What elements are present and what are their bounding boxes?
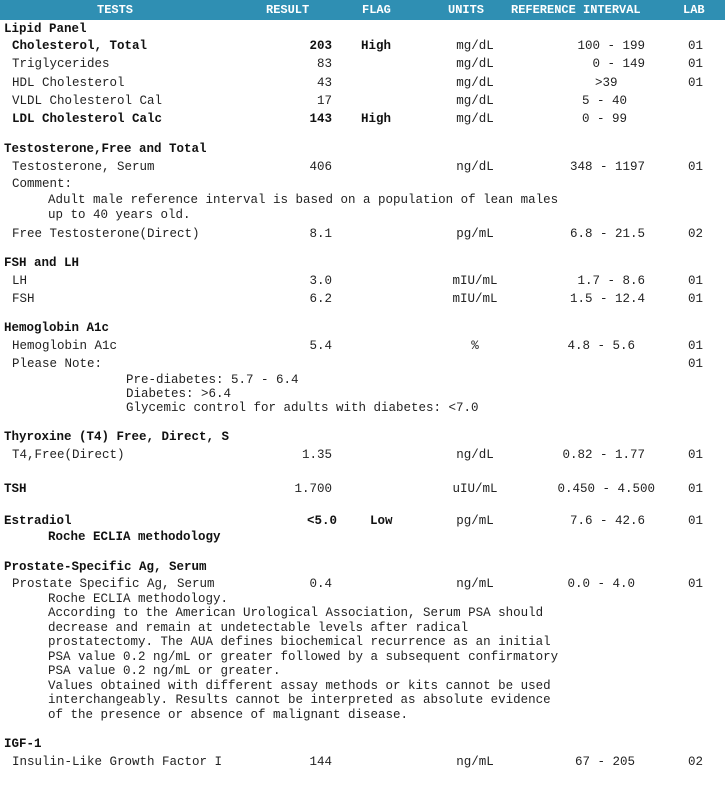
result-value: 143 xyxy=(309,112,332,126)
result-value: 0.4 xyxy=(309,577,332,591)
section-title: Testosterone,Free and Total xyxy=(4,142,207,156)
reference-interval: 4.8 - 5.6 xyxy=(567,339,635,353)
comment-text: decrease and remain at undetectable levels after radical xyxy=(48,621,469,635)
result-value: 1.35 xyxy=(301,448,332,462)
reference-interval: 5 - 40 xyxy=(581,94,627,108)
test-name: Insulin-Like Growth Factor I xyxy=(12,755,223,769)
header-reference-interval: REFERENCE INTERVAL xyxy=(511,3,641,17)
method-note: Roche ECLIA methodology xyxy=(48,530,221,544)
result-value: 1.700 xyxy=(294,482,332,496)
test-name: Free Testosterone(Direct) xyxy=(12,227,200,241)
reference-interval: 6.8 - 21.5 xyxy=(569,227,645,241)
column-header-bar xyxy=(0,0,725,20)
section-title: FSH and LH xyxy=(4,256,80,270)
lab-code: 01 xyxy=(688,274,704,288)
section-title: TSH xyxy=(4,482,27,496)
units: pg/mL xyxy=(456,227,494,241)
units: ng/mL xyxy=(456,755,494,769)
test-name: Hemoglobin A1c xyxy=(12,339,118,353)
reference-interval: 67 - 205 xyxy=(574,755,635,769)
test-name: VLDL Cholesterol Cal xyxy=(12,94,163,108)
reference-interval: 100 - 199 xyxy=(577,39,645,53)
lab-code: 01 xyxy=(688,160,704,174)
units: ng/dL xyxy=(456,448,494,462)
flag-badge: Low xyxy=(370,514,393,528)
reference-interval: 0 - 149 xyxy=(592,57,645,71)
comment-label: Comment: xyxy=(12,177,73,191)
test-name: HDL Cholesterol xyxy=(12,76,125,90)
units: pg/mL xyxy=(456,514,494,528)
result-value: 406 xyxy=(309,160,332,174)
lab-code: 01 xyxy=(688,357,704,371)
reference-interval: 348 - 1197 xyxy=(569,160,645,174)
header-flag: FLAG xyxy=(362,3,391,17)
result-value: 8.1 xyxy=(309,227,332,241)
test-name: T4,Free(Direct) xyxy=(12,448,125,462)
lab-code: 01 xyxy=(688,577,704,591)
lab-code: 01 xyxy=(688,514,704,528)
comment-text: PSA value 0.2 ng/mL or greater followed by a subsequent confirmatory xyxy=(48,650,559,664)
section-title: Hemoglobin A1c xyxy=(4,321,110,335)
comment-text: PSA value 0.2 ng/mL or greater. xyxy=(48,664,281,678)
comment-text: Values obtained with different assay methods or kits cannot be used xyxy=(48,679,551,693)
section-title: Lipid Panel xyxy=(4,22,87,36)
reference-interval: 1.7 - 8.6 xyxy=(577,274,645,288)
units: mg/dL xyxy=(456,94,494,108)
result-value: 203 xyxy=(309,39,332,53)
comment-text: of the presence or absence of malignant disease. xyxy=(48,708,409,722)
test-name: LDL Cholesterol Calc xyxy=(12,112,163,126)
section-title: IGF-1 xyxy=(4,737,42,751)
units: mIU/mL xyxy=(452,292,498,306)
test-name: Cholesterol, Total xyxy=(12,39,148,53)
reference-interval: 0 - 99 xyxy=(581,112,627,126)
units: mIU/mL xyxy=(452,274,498,288)
header-result: RESULT xyxy=(266,3,310,17)
units: mg/dL xyxy=(456,57,494,71)
flag-badge: High xyxy=(361,39,392,53)
test-name: LH xyxy=(12,274,28,288)
lab-code: 01 xyxy=(688,482,704,496)
test-name: FSH xyxy=(12,292,35,306)
result-value: 144 xyxy=(309,755,332,769)
reference-interval: 0.450 - 4.500 xyxy=(557,482,655,496)
lab-code: 01 xyxy=(688,448,704,462)
comment-text: up to 40 years old. xyxy=(48,208,191,222)
lab-code: 01 xyxy=(688,292,704,306)
note-text: Pre-diabetes: 5.7 - 6.4 xyxy=(126,373,299,387)
result-value: <5.0 xyxy=(306,514,337,528)
units: % xyxy=(471,339,479,353)
comment-text: According to the American Urological Association, Serum PSA should xyxy=(48,606,544,620)
header-units: UNITS xyxy=(448,3,485,17)
lab-code: 01 xyxy=(688,76,704,90)
lab-code: 02 xyxy=(688,227,704,241)
result-value: 5.4 xyxy=(309,339,332,353)
units: mg/dL xyxy=(456,39,494,53)
note-label: Please Note: xyxy=(12,357,103,371)
comment-text: prostatectomy. The AUA defines biochemical recurrence as an initial xyxy=(48,635,551,649)
result-value: 43 xyxy=(316,76,332,90)
reference-interval: >39 xyxy=(595,76,618,90)
reference-interval: 0.0 - 4.0 xyxy=(567,577,635,591)
flag-badge: High xyxy=(361,112,392,126)
lab-code: 02 xyxy=(688,755,704,769)
units: mg/dL xyxy=(456,76,494,90)
lab-code: 01 xyxy=(688,339,704,353)
lab-code: 01 xyxy=(688,39,704,53)
header-lab: LAB xyxy=(683,3,705,17)
comment-text: Roche ECLIA methodology. xyxy=(48,592,229,606)
comment-text: Adult male reference interval is based on a population of lean males xyxy=(48,193,559,207)
section-title: Estradiol xyxy=(4,514,72,528)
note-text: Diabetes: >6.4 xyxy=(126,387,232,401)
reference-interval: 0.82 - 1.77 xyxy=(562,448,645,462)
result-value: 6.2 xyxy=(309,292,332,306)
units: mg/dL xyxy=(456,112,494,126)
note-text: Glycemic control for adults with diabetes: <7.0 xyxy=(126,401,479,415)
comment-text: interchangeably. Results cannot be interpreted as absolute evidence xyxy=(48,693,551,707)
result-value: 83 xyxy=(316,57,332,71)
test-name: Triglycerides xyxy=(12,57,110,71)
result-value: 17 xyxy=(316,94,332,108)
units: ng/mL xyxy=(456,577,494,591)
units: ng/dL xyxy=(456,160,494,174)
section-title: Thyroxine (T4) Free, Direct, S xyxy=(4,430,230,444)
units: uIU/mL xyxy=(452,482,498,496)
reference-interval: 7.6 - 42.6 xyxy=(569,514,645,528)
section-title: Prostate-Specific Ag, Serum xyxy=(4,560,207,574)
header-tests: TESTS xyxy=(97,3,134,17)
test-name: Testosterone, Serum xyxy=(12,160,155,174)
test-name: Prostate Specific Ag, Serum xyxy=(12,577,215,591)
lab-code: 01 xyxy=(688,57,704,71)
reference-interval: 1.5 - 12.4 xyxy=(569,292,645,306)
result-value: 3.0 xyxy=(309,274,332,288)
